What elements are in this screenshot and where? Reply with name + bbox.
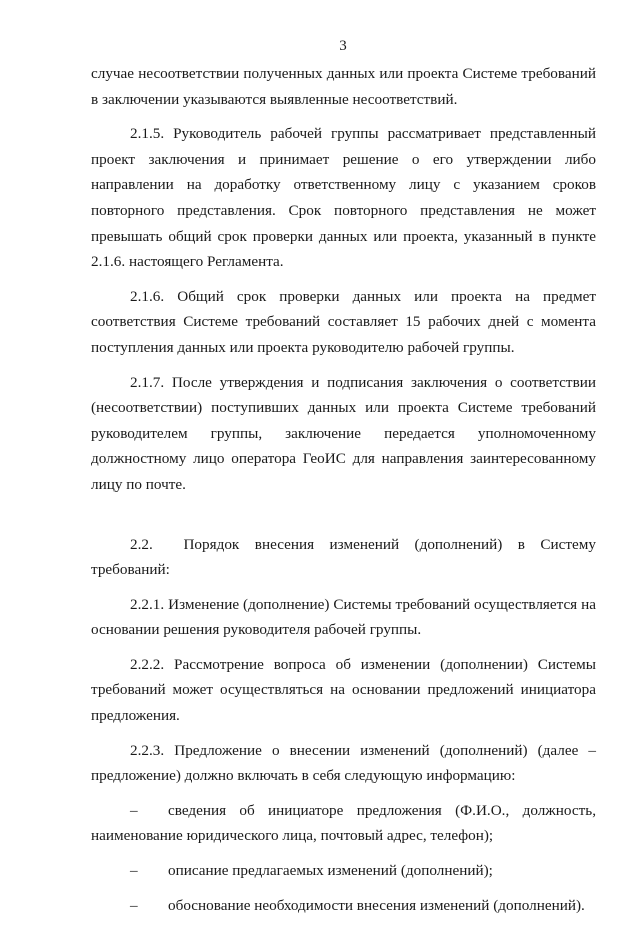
list-item-text: обоснование необходимости внесения изменений (дополнений). [168,896,585,914]
paragraph-2-2-3: 2.2.3. Предложение о внесении изменений (дополнений) (далее – предложение) должно включать в себя следующую информацию: [91,741,596,785]
paragraph-2-2-1: 2.2.1. Изменение (дополнение) Системы требований осуществляется на основании решения руководителя рабочей группы. [91,595,596,639]
list-item [91,798,596,849]
list-item-text: описание предлагаемых изменений (дополнений); [168,862,493,880]
list-dash: – [130,862,138,880]
section-heading-2-2 [91,532,596,583]
paragraph-2-1-5: 2.1.5. Руководитель рабочей группы рассматривает представленный проект заключения и принимает решение о его утверждении либо направлении на доработку ответственному лицу с указанием сроков повторного представления. Срок повторного представления не может превышать общий срок проверки данных или проекта, указанный в пункте 2.1.6. настоящего Регламента. [91,125,596,271]
section-number: 2.2. [130,535,153,553]
paragraph-continuation: случае несоответствии полученных данных или проекта Системе требований в заключении указываются выявленные несоответствий. [91,65,596,108]
list-item-text: сведения об инициаторе предложения (Ф.И.О., должность, наименование юридического лица, почтовый адрес, телефон); [91,801,596,845]
paragraph-2-1-6: 2.1.6. Общий срок проверки данных или проекта на предмет соответствия Системе требований составляет 15 рабочих дней с момента поступления данных или проекта руководителю рабочей группы. [91,287,596,356]
list-item [91,893,596,919]
list-item [91,858,596,884]
section-title: Порядок внесения изменений (дополнений) в Систему требований: [91,535,596,579]
list-dash: – [130,896,138,914]
paragraph-2-1-7: 2.1.7. После утверждения и подписания заключения о соответствии (несоответствии) поступивших данных или проекта Системе требований руководителем группы, заключение передается уполномоченному должностному лицо оператора ГеоИС для направления заинтересованному лицу по почте. [91,373,596,493]
page-number: 3 [339,38,347,54]
document-body [91,61,596,927]
paragraph-2-2-2: 2.2.2. Рассмотрение вопроса об изменении (дополнении) Системы требований может осуществляться на основании предложений инициатора предложения. [91,655,596,725]
list-dash: – [130,801,138,819]
